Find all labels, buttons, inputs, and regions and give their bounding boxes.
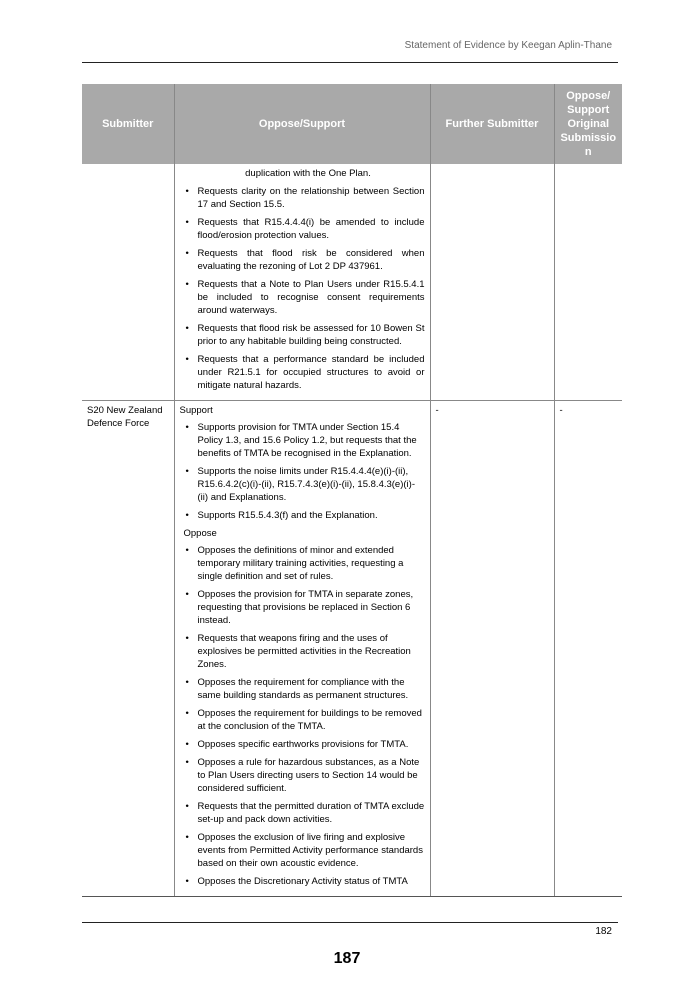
- list-item: • Opposes the exclusion of live firing and explosive events from Permitted Activity performance standards based on their own acoustic evidence.: [180, 831, 425, 870]
- support-list: [180, 421, 425, 522]
- oppose-support-cell: [174, 164, 430, 401]
- oppose-support-original-cell: [554, 164, 622, 401]
- list-item: • Requests that weapons firing and the uses of explosives be permitted activities in the Recreation Zones.: [180, 632, 425, 671]
- column-header-oppose-support-original: Oppose/ Support Original Submissio n: [554, 84, 622, 164]
- oppose-support-cell: [174, 401, 430, 897]
- list-item: • Opposes the Discretionary Activity status of TMTA: [180, 875, 425, 888]
- list-item: • Requests that the permitted duration of TMTA exclude set-up and pack down activities.: [180, 800, 425, 826]
- list-item: • Requests that flood risk be considered when evaluating the rezoning of Lot 2 DP 437961.: [180, 247, 425, 273]
- table-row: [82, 401, 622, 897]
- list-item: • Requests that a Note to Plan Users under R15.5.4.1 be included to recognise consent requirements around waterways.: [180, 278, 425, 317]
- list-item: • Opposes the definitions of minor and extended temporary military training activities, requesting a single definition and set of rules.: [180, 544, 425, 583]
- list-item: • Supports provision for TMTA under Section 15.4 Policy 1.3, and 15.6 Policy 1.2, but requests that the benefits of TMTA be recognised in the Explanation.: [180, 421, 425, 460]
- submitter-cell: S20 New Zealand Defence Force: [82, 401, 174, 897]
- list-item: • Opposes the provision for TMTA in separate zones, requesting that provisions be replaced in Section 6 instead.: [180, 588, 425, 627]
- oppose-label: Oppose: [183, 528, 217, 539]
- list-item: • Opposes the requirement for compliance with the same building standards as permanent structures.: [180, 676, 425, 702]
- list-item: • Requests that a performance standard be included under R21.5.1 for occupied structures to avoid or mitigate natural hazards.: [180, 353, 425, 392]
- support-label: Support: [179, 405, 213, 416]
- further-submitter-cell: -: [430, 401, 554, 897]
- list-item: • Requests clarity on the relationship between Section 17 and Section 15.5.: [180, 185, 425, 211]
- list-item: • Requests that R15.4.4.4(i) be amended to include flood/erosion protection values.: [180, 216, 425, 242]
- header-divider: [82, 62, 618, 63]
- oppose-list: [180, 544, 425, 888]
- column-header-submitter: Submitter: [82, 84, 174, 164]
- list-item: • Supports the noise limits under R15.4.4.4(e)(i)-(ii), R15.6.4.2(c)(i)-(ii), R15.7.4.3(e)(i)-(ii), 15.8.4.3(e)(i)-(ii) and Explanations.: [180, 465, 425, 504]
- list-item: • Requests that flood risk be assessed for 10 Bowen St prior to any habitable building being constructed.: [180, 322, 425, 348]
- table-row: [82, 164, 622, 401]
- document-page-number: 187: [333, 950, 361, 967]
- request-list: [180, 185, 425, 392]
- further-submitter-cell: [430, 164, 554, 401]
- list-item: • Supports R15.5.4.3(f) and the Explanation.: [180, 509, 425, 522]
- oppose-support-original-cell: -: [554, 401, 622, 897]
- table-header-row: [82, 84, 622, 164]
- submitter-cell: [82, 164, 174, 401]
- footer-divider: [82, 922, 618, 923]
- document-header-title: Statement of Evidence by Keegan Aplin-Thane: [404, 40, 612, 51]
- column-header-oppose-support: Oppose/Support: [174, 84, 430, 164]
- page-number: 182: [595, 926, 612, 937]
- list-item: • Opposes the requirement for buildings to be removed at the conclusion of the TMTA.: [180, 707, 425, 733]
- list-item: • Opposes specific earthworks provisions for TMTA.: [180, 738, 425, 751]
- continuation-text: duplication with the One Plan.: [245, 168, 371, 179]
- column-header-further-submitter: Further Submitter: [430, 84, 554, 164]
- list-item: • Opposes a rule for hazardous substances, as a Note to Plan Users directing users to Section 14 would be considered sufficient.: [180, 756, 425, 795]
- submissions-table: [82, 84, 622, 897]
